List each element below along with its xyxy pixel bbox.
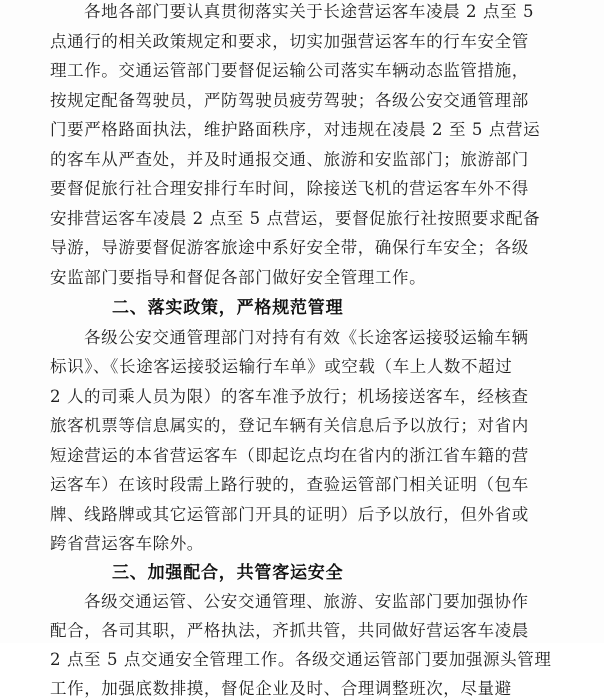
body-line: 2 人的司乘人员为限）的客车准予放行；机场接送客车，经核查 <box>50 387 529 406</box>
body-line: 2 点至 5 点交通安全管理工作。各级交通运管部门要加强源头管理 <box>50 650 552 669</box>
section-heading-3: 三、加强配合，共管客运安全 <box>112 563 344 583</box>
body-line: 标识》、《长途客运接驳运输行车单》或空载（车上人数不超过 <box>50 357 513 376</box>
body-line: 导游，导游要督促游客旅途中系好安全带，确保行车安全；各级 <box>50 238 529 257</box>
body-line: 旅客机票等信息属实的，登记车辆有关信息后予以放行；对省内 <box>50 416 529 435</box>
body-line: 安监部门要指导和督促各部门做好安全管理工作。 <box>50 268 427 287</box>
body-line: 跨省营运客车除外。 <box>50 534 204 553</box>
body-line: 牌、线路牌或其它运管部门开具的证明）后予以放行，但外省或 <box>50 505 529 524</box>
body-line: 各级交通运管、公安交通管理、旅游、安监部门要加强协作 <box>84 592 529 611</box>
body-line: 各级公安交通管理部门对持有有效《长途客运接驳运输车辆 <box>84 328 529 347</box>
body-line: 要督促旅行社合理安排行车时间，除接送飞机的营运客车外不得 <box>50 179 529 198</box>
body-line: 点通行的相关政策规定和要求，切实加强营运客车的行车安全管 <box>50 32 529 51</box>
body-line: 按规定配备驾驶员，严防驾驶员疲劳驾驶；各级公安交通管理部 <box>50 91 529 110</box>
body-line: 的客车从严查处，并及时通报交通、旅游和安监部门；旅游部门 <box>50 150 529 169</box>
body-line: 各地各部门要认真贯彻落实关于长途营运客车凌晨 2 点至 5 <box>84 2 535 21</box>
body-line: 配合，各司其职，严格执法，齐抓共管，共同做好营运客车凌晨 <box>50 621 529 640</box>
body-line: 门要严格路面执法，维护路面秩序，对违规在凌晨 2 至 5 点营运 <box>50 120 541 139</box>
section-heading-2: 二、落实政策，严格规范管理 <box>112 298 344 318</box>
body-line: 安排营运客车凌晨 2 点至 5 点营运，要督促旅行社按照要求配备 <box>50 209 541 228</box>
body-line: 工作，加强底数排摸，督促企业及时、合理调整班次，尽量避 <box>50 679 512 698</box>
body-line: 理工作。交通运管部门要督促运输公司落实车辆动态监管措施， <box>50 61 529 80</box>
body-line: 运客车）在该时段需上路行驶的，查验运管部门相关证明（包车 <box>50 475 529 494</box>
body-line: 短途营运的本省营运客车（即起讫点均在省内的浙江省车籍的营 <box>50 446 529 465</box>
